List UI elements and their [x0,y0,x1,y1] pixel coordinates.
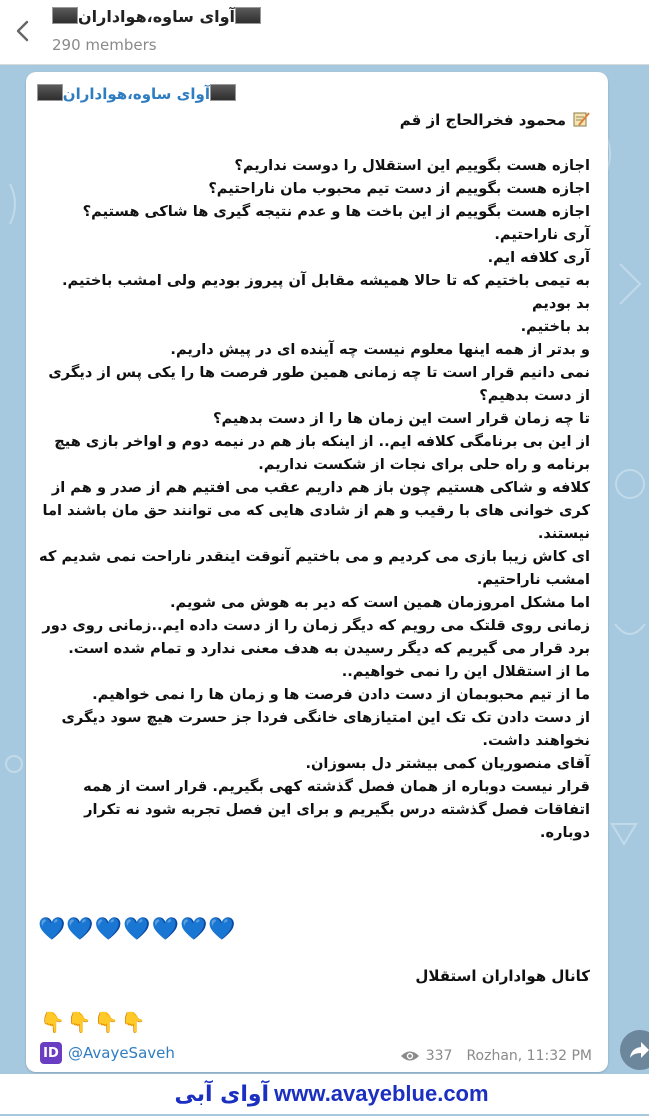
paragraph: اما مشکل امروزمان همین است که دیر به هوش می شویم. [170,594,590,611]
member-count: 290 members [52,36,157,54]
paragraph: از دست دادن تک تک این امتیازهای خانگی فردا جز حسرت هیچ سود دیگری نخواهند داشت. [61,709,590,749]
paragraph: قرار نیست دوباره از همان فصل گذشته کهی بگیریم. قرار است از همه اتفاقات فصل گذشته درس بگیریم و برای این فصل تجربه شود نه تکرار دوباره. [83,778,590,841]
pointing-down-icon: 👇👇👇👇 [40,1010,148,1034]
channel-title[interactable]: آوای ساوه،هواداران [52,7,261,26]
paragraph: آری کلافه ایم. [487,249,590,266]
paragraph: زمانی روی قلتک می رویم که دیگر زمان را از دست داده ایم..زمانی روی دور برد قرار می گیریم که دیگر رسیدن به هدف معنی ندارد و تمام شده است. [42,617,590,657]
flag-icon [235,7,261,24]
paragraph: آری ناراحتیم. [494,226,590,243]
message-text [30,154,590,844]
flag-icon [210,84,236,101]
views-eye-icon [400,1049,420,1063]
view-count: 337 [425,1048,453,1064]
message-meta [400,1048,592,1064]
paragraph: ما از استقلال این را نمی خواهیم.. [341,663,590,680]
paragraph: کلافه و شاکی هستیم چون باز هم داریم عقب می افتیم هم از صدر و هم از کری خوانی های با رقیب و هم از شادی هایی که می توانند حق مان باشند اما نیستند. [42,479,590,542]
paragraph: نمی دانیم قرار است تا چه زمانی همین طور فرصت ها را یکی پس از دیگری از دست بدهیم؟ [48,364,590,404]
paragraph: ما از تیم محبوبمان از دست دادن فرصت ها و زمان ها را نمی خواهیم. [92,686,590,703]
memo-icon [572,110,590,128]
paragraph: به تیمی باختیم که تا حالا همیشه مقابل آن پیروز بودیم ولی امشب باختیم. [62,272,590,289]
watermark-banner [0,1074,649,1114]
channel-handle-link[interactable]: @AvayeSaveh [68,1044,175,1062]
chat-header [0,0,649,65]
paragraph: و بدتر از همه اینها معلوم نیست چه آینده ای در پیش داریم. [170,341,590,358]
paragraph: از این بی برنامگی کلافه ایم.. از اینکه باز هم در نیمه دوم و اواخر بازی هیچ برنامه و راه حلی برای نجات از شکست نداریم. [54,433,590,473]
paragraph: اجازه هست بگوییم این استقلال را دوست نداریم؟ [234,157,590,174]
channel-name-label[interactable]: آوای ساوه،هواداران [37,84,236,103]
closing-line: کانال هواداران استقلال [415,967,590,985]
paragraph: بد باختیم. [520,318,590,335]
paragraph: اجازه هست بگوییم از دست تیم محبوب مان ناراحتیم؟ [208,180,590,197]
share-arrow-icon [629,1040,649,1060]
author-line: محمود فخرالحاج از قم [400,110,590,129]
paragraph: تا چه زمان قرار است این زمان ها را از دست بدهیم؟ [212,410,590,427]
paragraph: آقای منصوریان کمی بیشتر دل بسوزان. [305,755,590,772]
channel-handle-row [40,1042,175,1064]
paragraph: بد بودیم [531,295,590,312]
message-bubble [26,72,608,1072]
id-badge-icon: ID [40,1042,62,1064]
website-url: www.avayeblue.com [274,1081,489,1106]
paragraph: ای کاش زیبا بازی می کردیم و می باختیم آنوقت اینقدر ناراحت نمی شدیم که امشب ناراحتیم. [39,548,590,588]
brand-name: آوای آبی [174,1082,270,1107]
paragraph: اجازه هست بگوییم از این باخت ها و عدم نتیجه گیری ها شاکی هستیم؟ [82,203,590,220]
back-arrow-icon[interactable] [10,18,36,44]
blue-hearts-icon: 💙💙💙💙💙💙💙 [38,917,237,942]
post-signature-time: Rozhan, 11:32 PM [466,1048,592,1064]
flag-icon [37,84,63,101]
flag-icon [52,7,78,24]
